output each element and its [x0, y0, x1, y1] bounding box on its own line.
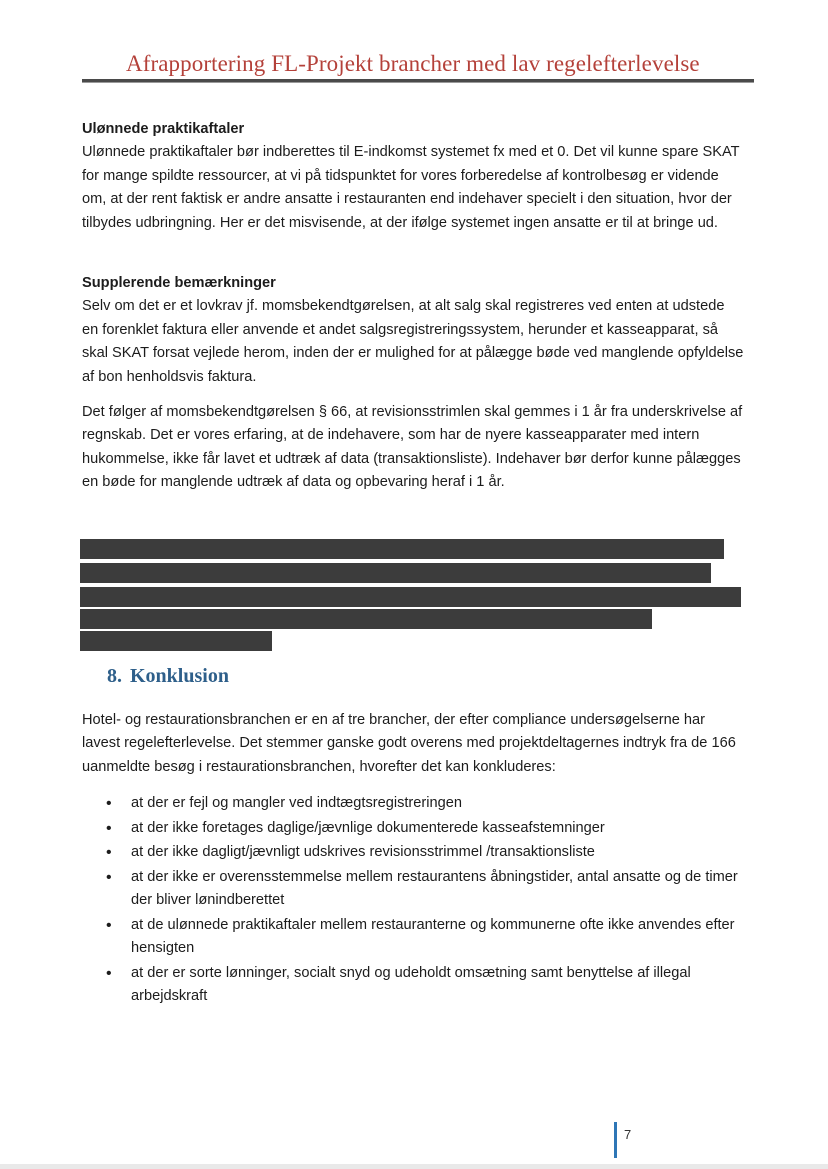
- conclusion-heading-title: Konklusion: [130, 665, 229, 687]
- paragraph-unpaid-internships: Ulønnede praktikaftaler bør indberettes til E-indkomst systemet fx med et 0. Det vil kunne spare SKAT for mange spildte ressourcer, at vi på tidspunktet for vores forberedelse af kontrolbesøg er vidende om, at der rent faktisk er andre ansatte i restauranten end indehaver specielt i den situation, hvor der tilbydes udbringning. Her er det misvisende, at der ifølge systemet ingen ansatte er til at bringe ud.: [82, 144, 740, 231]
- conclusion-heading-number: 8.: [107, 665, 122, 687]
- document-header-title: Afrapportering FL-Projekt brancher med lav regelefterlevelse: [126, 51, 700, 76]
- section-heading-unpaid-internships: Ulønnede praktikaftaler: [82, 121, 245, 137]
- header-rule: [82, 79, 754, 83]
- bullet-list-item: • at der er sorte lønninger, socialt snyd og udeholdt omsætning samt benyttelse af illegal arbejdskraft: [82, 962, 744, 1009]
- bullet-list-item: • at de ulønnede praktikaftaler mellem restauranterne og kommunerne ofte ikke anvendes efter hensigten: [82, 914, 744, 961]
- section-heading-additional-remarks: Supplerende bemærkninger: [82, 275, 276, 291]
- page-number: 7: [624, 1127, 632, 1142]
- redaction-bar: [80, 631, 272, 651]
- paragraph-additional-remarks-2: Det følger af momsbekendtgørelsen § 66, at revisionsstrimlen skal gemmes i 1 år fra underskrivelse af regnskab. Det er vores erfaring, at de indehavere, som har de nyere kasseapparater med intern hukommelse, ikke får lavet et udtræk af data (transaktionsliste). Indehaver bør derfor kunne pålægges en bøde for manglende udtræk af data og opbevaring heraf i 1 år.: [82, 404, 743, 491]
- paragraph-additional-remarks-1: Selv om det er et lovkrav jf. momsbekendtgørelsen, at alt salg skal registreres ved enten at udstede en forenklet faktura eller anvende et andet salgsregistreringssystem, herunder et kasseapparat, så skal SKAT forsat vejlede herom, inden der er mulighed for at pålægge bøde ved manglende opfyldelse af bon henholdsvis faktura.: [82, 298, 744, 385]
- redaction-bar: [80, 539, 724, 559]
- redaction-bar: [80, 609, 652, 629]
- conclusion-bullet-list: [82, 792, 744, 1010]
- bullet-list-item: • at der ikke er overensstemmelse mellem restaurantens åbningstider, antal ansatte og de timer der bliver lønindberettet: [82, 866, 744, 913]
- bullet-list-item: • at der ikke foretages daglige/jævnlige dokumenterede kasseafstemninger: [82, 817, 744, 840]
- section-unpaid-internships: [82, 118, 744, 235]
- bullet-list-item: • at der ikke dagligt/jævnligt udskrives revisionsstrimmel /transaktionsliste: [82, 841, 744, 864]
- section-conclusion-intro: [82, 709, 744, 779]
- redaction-bar: [80, 563, 711, 583]
- page-bottom-edge: [0, 1164, 828, 1169]
- bullet-list-item: • at der er fejl og mangler ved indtægtsregistreringen: [82, 792, 744, 815]
- conclusion-heading: [107, 665, 229, 688]
- section-additional-remarks: [82, 272, 744, 495]
- paragraph-conclusion-intro: Hotel- og restaurationsbranchen er en af tre brancher, der efter compliance undersøgelserne har lavest regelefterlevelse. Det stemmer ganske godt overens med projektdeltagernes indtryk fra de 166 uanmeldte besøg i restaurationsbranchen, hvorefter det kan konkluderes:: [82, 712, 736, 775]
- redaction-bar: [80, 587, 741, 607]
- footer-accent-bar: [614, 1122, 617, 1158]
